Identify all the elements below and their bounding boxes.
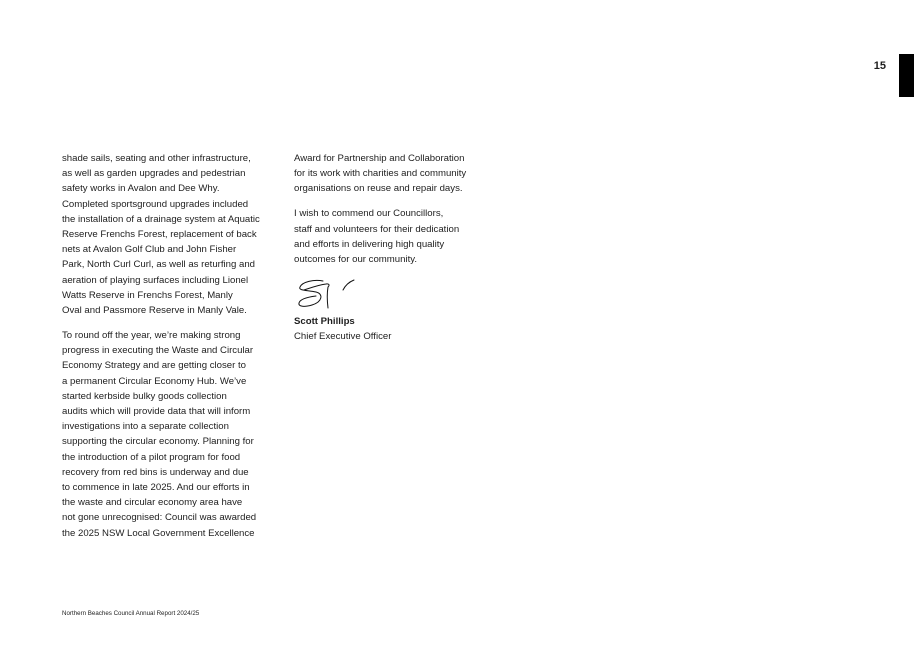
- body-paragraph: I wish to commend our Councillors, staff and volunteers for their dedication and efforts in delivering high quality outcomes for our community.: [294, 208, 460, 266]
- body-paragraph: To round off the year, we’re making strong progress in executing the Waste and Circular Economy Strategy and are getting closer to a permanent Circular Economy Hub. We’ve started kerbside bulky goods collection audits which will provide data that will inform investigations into a separate collection supporting the circular economy. Planning for the introduction of a pilot program for food recovery from red bins is underway and due to commence in late 2025. And our efforts in the waste and circular economy area have not gone unrecognised: Council was awarded the 2025 NSW Local Government Excellence: [62, 330, 257, 539]
- report-footer: Northern Beaches Council Annual Report 2024/25: [62, 610, 200, 617]
- signer-title: Chief Executive Officer: [294, 331, 392, 343]
- signer-name: Scott Phillips: [294, 316, 355, 328]
- body-paragraph: shade sails, seating and other infrastructure, as well as garden upgrades and pedestrian safety works in Avalon and Dee Why. Completed sportsground upgrades included the installation of a drainage system at Aquatic Reserve Frenchs Forest, replacement of back nets at Avalon Golf Club and John Fisher Park, North Curl Curl, as well as returfing and aeration of playing surfaces including Lionel Watts Reserve in Frenchs Forest, Manly Oval and Passmore Reserve in Manly Vale.: [62, 153, 260, 317]
- signature-image: [296, 278, 358, 312]
- body-paragraph: Award for Partnership and Collaboration for its work with charities and community organisations on reuse and repair days.: [294, 153, 467, 195]
- right-text-column: [294, 151, 504, 345]
- left-text-column: [62, 151, 284, 551]
- page-number: 15: [873, 60, 886, 72]
- page-edge-tab: [899, 54, 914, 97]
